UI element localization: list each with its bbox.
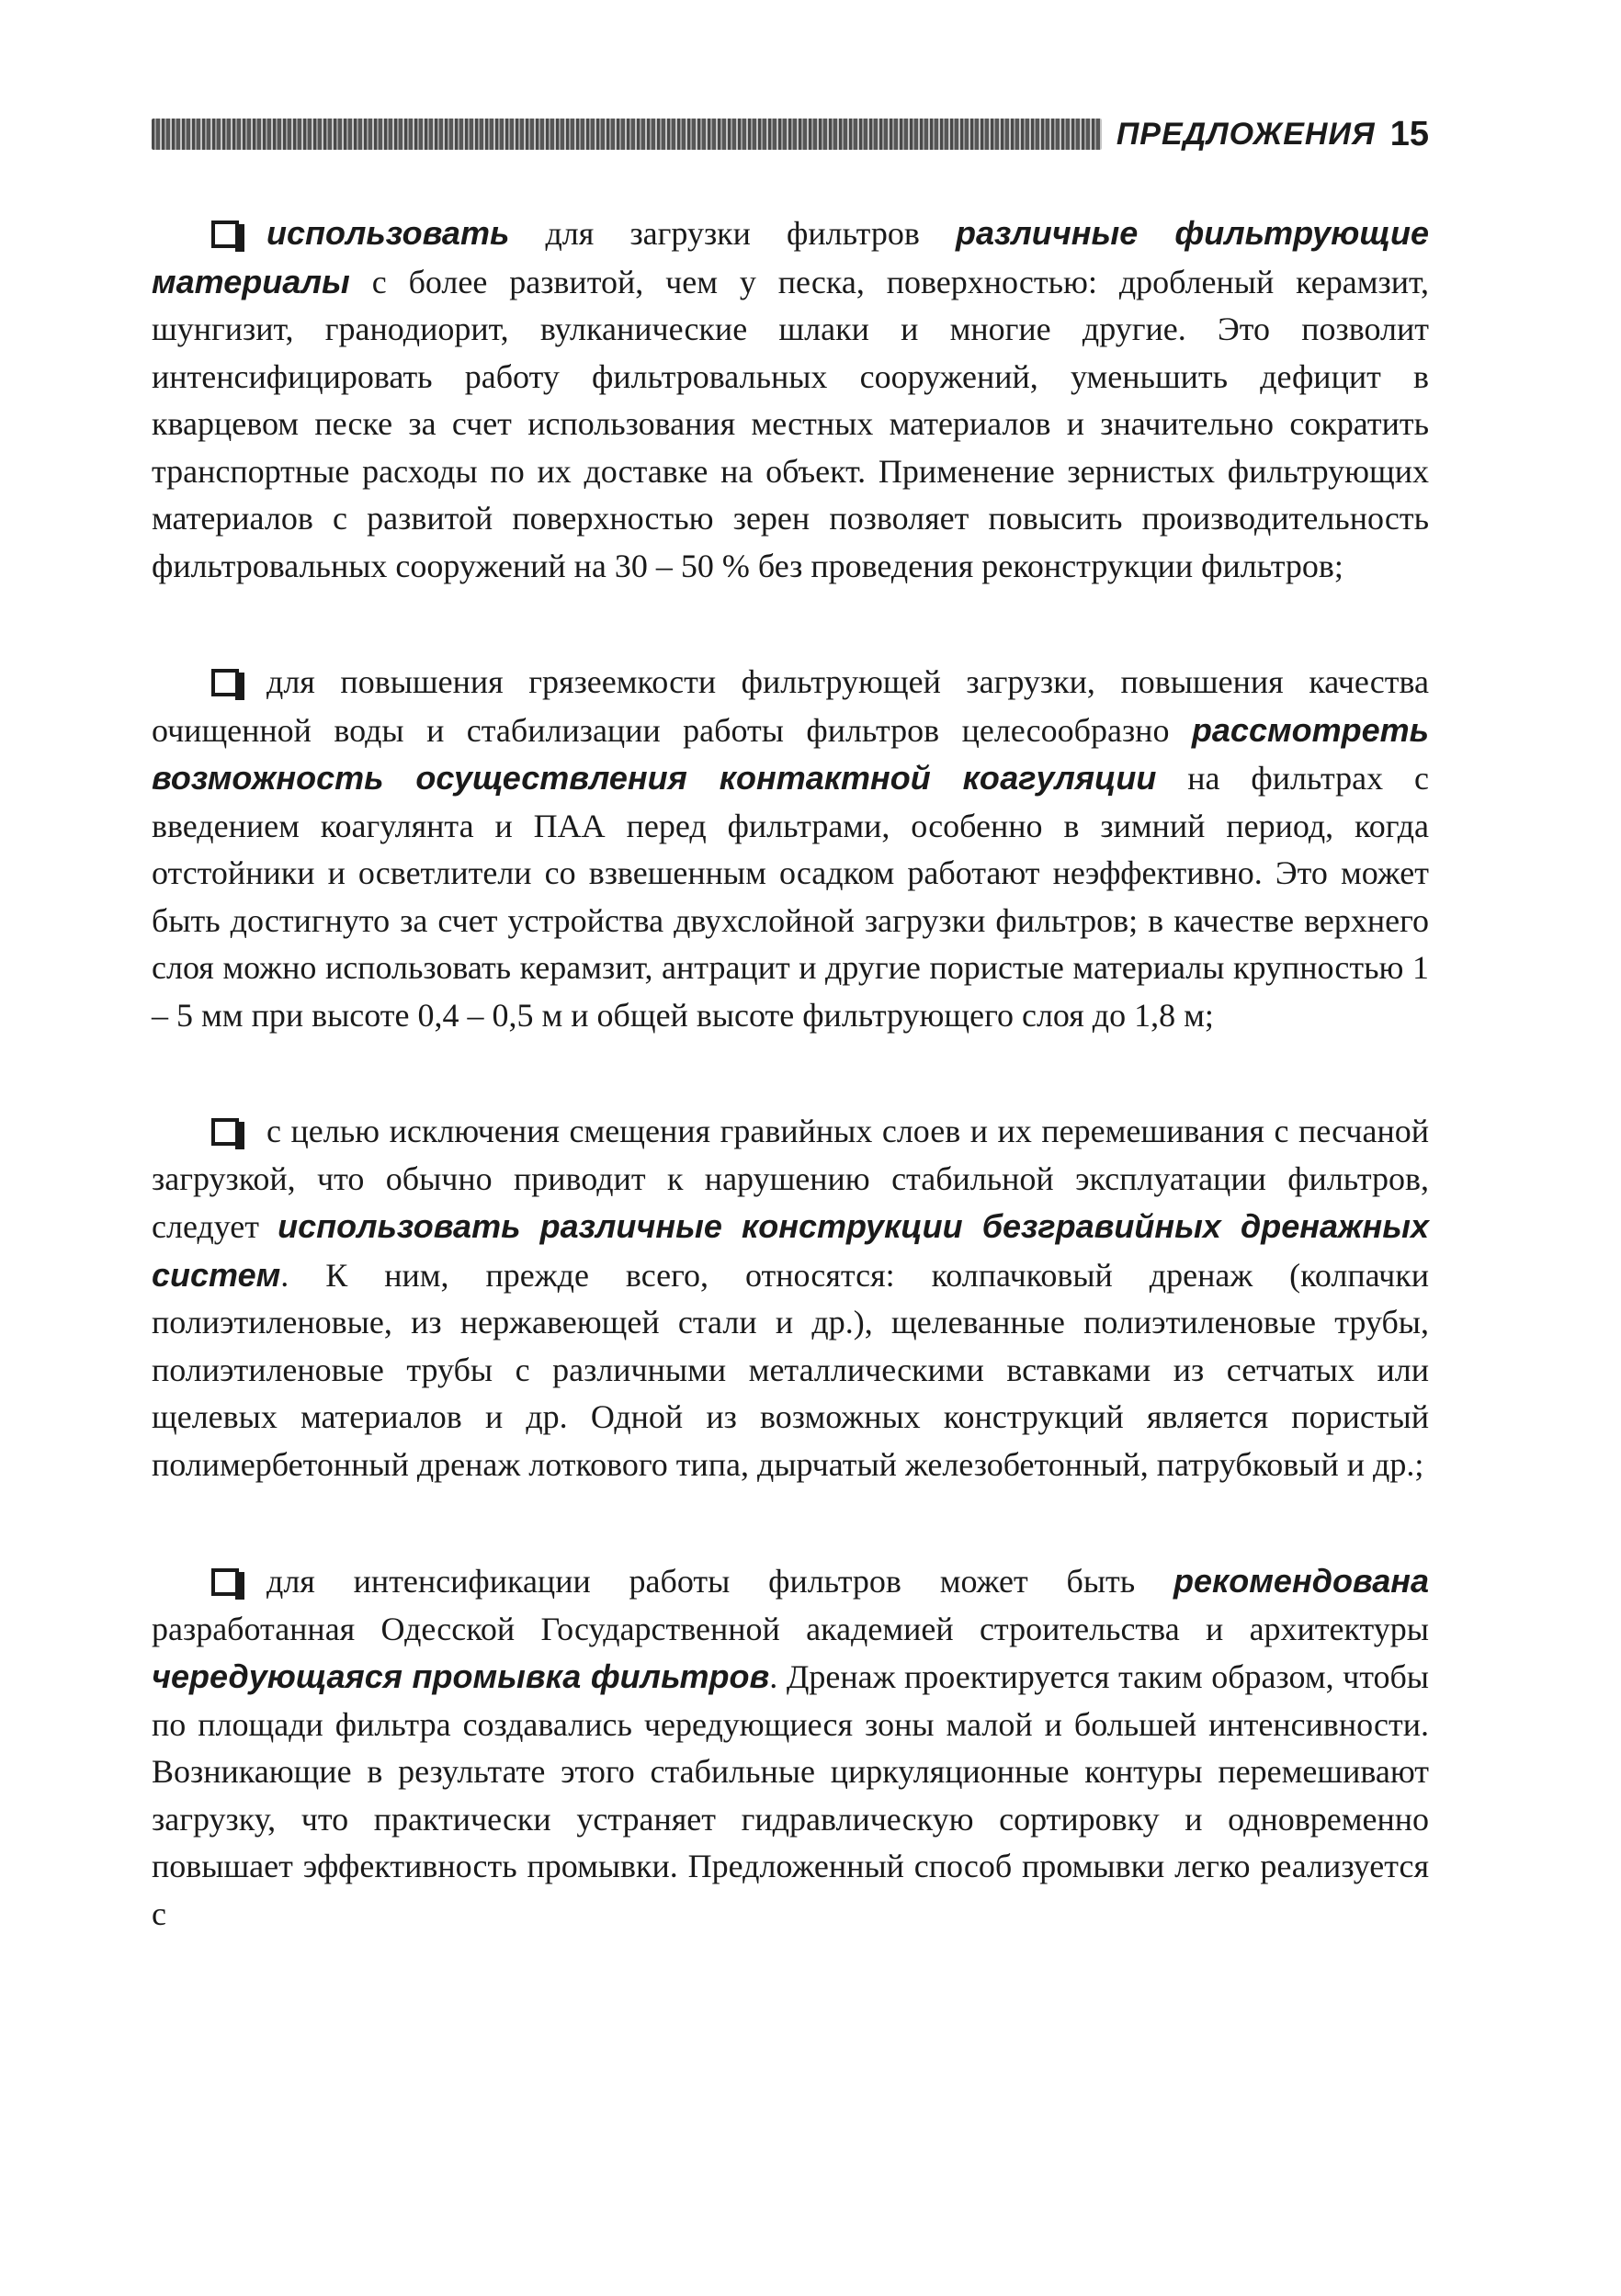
paragraph-text: . К ним, прежде всего, относятся: колпачковый дренаж (колпачки полиэтиленовые, из нержавеющей стали и др.), щелеванные полиэтиленовые трубы, полиэтиленовые трубы с различными металлическими вставками из сетчатых или щелевых материалов и др. Одной из возможных конструкций является пористый полимербетонный дренаж лоткового типа, дырчатый железобетонный, патрубковый и др.; — [152, 1256, 1429, 1483]
paragraph-text: . Дренаж проектируется таким образом, чтобы по площади фильтра создавались чередующиеся зоны малой и большей интенсивности. Возникающие в результате этого стабильные циркуляционные контуры перемешивают загрузку, что практически устраняет гидравлическую сортировку и одновременно повышает эффективность промывки. Предложенный способ промывки легко реализуется с — [152, 1658, 1429, 1932]
checkbox-bullet-icon — [211, 669, 239, 696]
page-number: 15 — [1389, 114, 1429, 153]
bullet-paragraph-3 — [152, 1108, 1429, 1488]
paragraph-text: для загрузки фильтров — [509, 215, 956, 252]
header-decorative-band — [152, 119, 1102, 150]
emphasis-text: чередующаяся промывка фильтров — [152, 1657, 770, 1695]
paragraph-text: с более развитой, чем у песка, поверхностью: дробленый керамзит, шунгизит, гранодиорит, вулканические шлаки и многие другие. Это позволит интенсифицировать работу фильтровальных сооружений, уменьшить дефицит в кварцевом песке за счет использования местных материалов и значительно сократить транспортные расходы по их доставке на объект. Применение зернистых фильтрующих материалов с развитой поверхностью зерен позволяет повысить производительность фильтровальных сооружений на 30 – 50 % без проведения реконструкции фильтров; — [152, 263, 1429, 584]
checkbox-bullet-icon — [211, 1568, 239, 1596]
emphasis-text: различные фильтрующие материалы — [152, 214, 1429, 300]
checkbox-bullet-icon — [211, 221, 239, 248]
bullet-paragraph-2 — [152, 659, 1429, 1039]
running-header — [152, 108, 1429, 160]
emphasis-text: рассмотреть возможность осуществления контактной коагуляции — [152, 710, 1429, 797]
paragraph-text: на фильтрах с введением коагулянта и ПАА перед фильтрами, особенно в зимний период, когда отстойники и осветлители со взвешенным осадком работают неэффективно. Это может быть достигнуто за счет устройства двухслойной загрузки фильтров; в качестве верхнего слоя можно использовать керамзит, антрацит и другие пористые материалы крупностью 1 – 5 мм при высоте 0,4 – 0,5 м и общей высоте фильтрующего слоя до 1,8 м; — [152, 760, 1429, 1034]
page-body — [152, 209, 1429, 1938]
bullet-paragraph-1 — [152, 209, 1429, 590]
paragraph-text: с целью исключения смещения гравийных слоев и их перемешивания с песчаной загрузкой, что обычно приводит к нарушению стабильной эксплуатации фильтров, следует — [152, 1113, 1429, 1245]
section-title: ПРЕДЛОЖЕНИЯ — [1116, 116, 1376, 152]
paragraph-text: для повышения грязеемкости фильтрующей загрузки, повышения качества очищенной воды и стабилизации работы фильтров целесообразно — [152, 663, 1429, 749]
emphasis-text: использовать — [266, 214, 510, 252]
checkbox-bullet-icon — [211, 1118, 239, 1146]
paragraph-text: разработанная Одесской Государственной академией строительства и архитектуры — [152, 1610, 1429, 1647]
paragraph-text: для интенсификации работы фильтров может быть — [266, 1563, 1174, 1600]
bullet-paragraph-4 — [152, 1557, 1429, 1938]
emphasis-text: использовать различные конструкции безгравийных дренажных систем — [152, 1207, 1430, 1294]
emphasis-text: рекомендована — [1173, 1562, 1429, 1600]
